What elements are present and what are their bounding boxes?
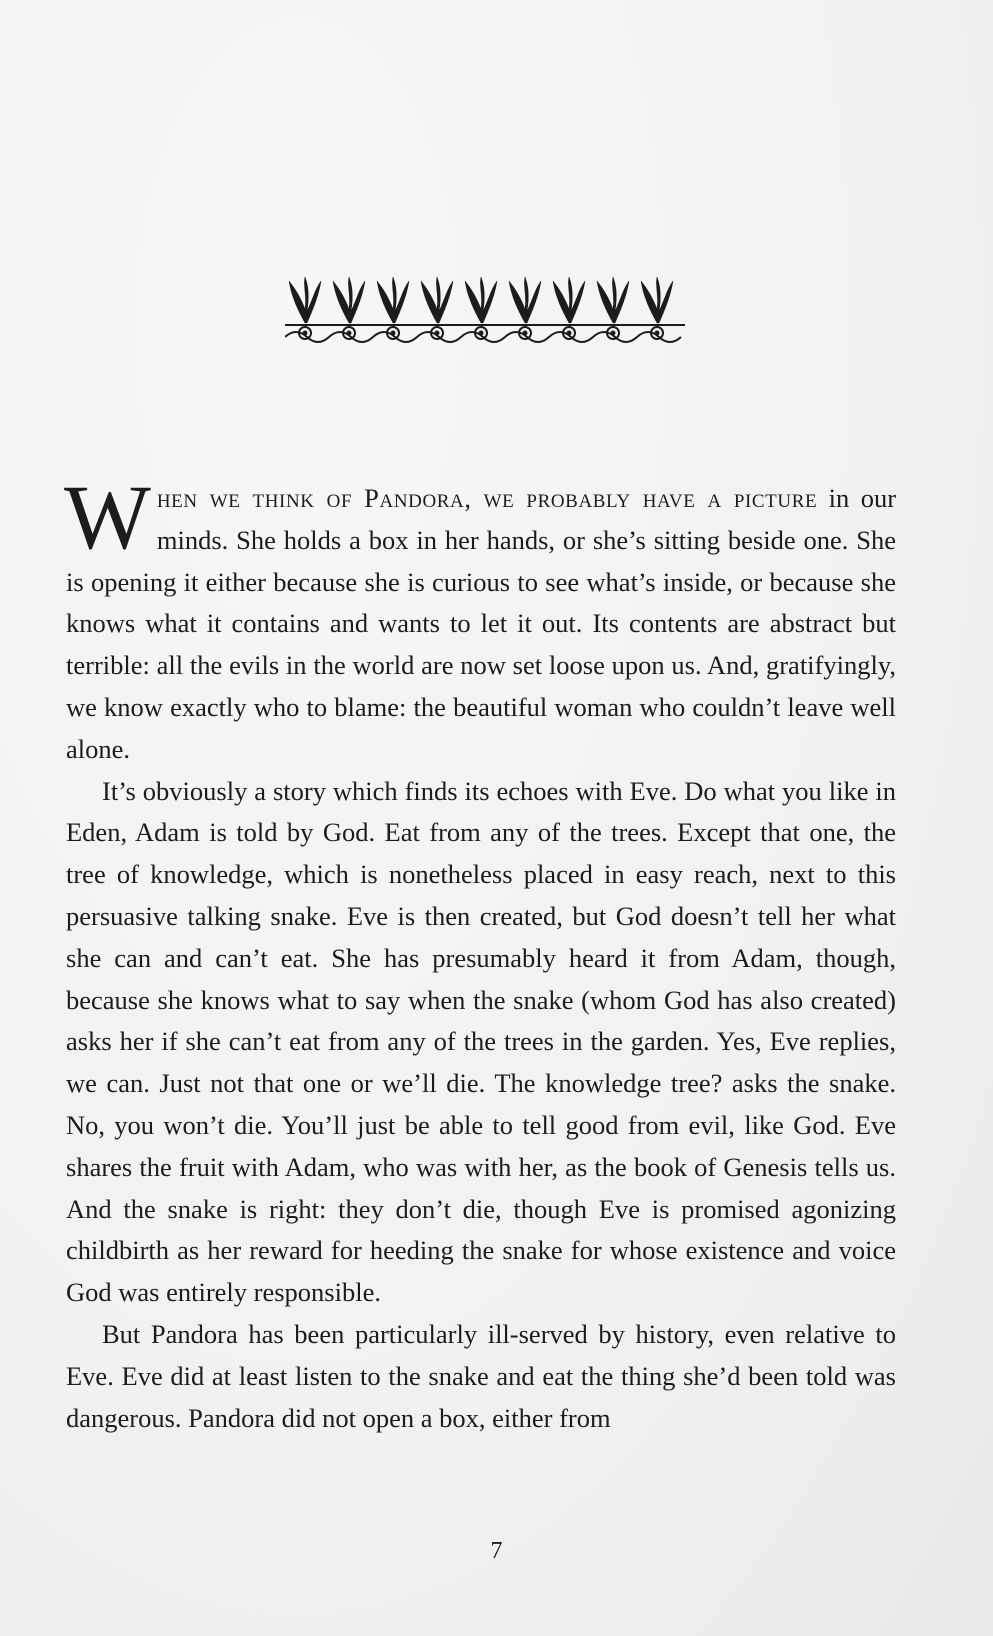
page-number: 7 bbox=[490, 1538, 503, 1564]
paragraph: It’s obviously a story which finds its echoes with Eve. Do what you like in Eden, Adam is told by God. Eat from any of the trees. Except that one, the tree of knowledge, which is nonetheless placed in easy reach, next to this persuasive talking snake. Eve is then created, but God doesn’t tell her what she can and can’t eat. She has presumably heard it from Adam, though, because she knows what to say when the snake (whom God has also created) asks her if she can’t eat from any of the trees in the garden. Yes, Eve replies, we can. Just not that one or we’ll die. The knowledge tree? asks the snake. No, you won’t die. You’ll just be able to tell good from evil, like God. Eve shares the fruit with Adam, who was with her, as the book of Genesis tells us. And the snake is right: they don’t die, though Eve is promised agonizing childbirth as her reward for heeding the snake for whose existence and voice God was entirely responsible. bbox=[66, 775, 896, 1308]
body-text bbox=[64, 466, 897, 1439]
opening-paragraph bbox=[64, 466, 897, 771]
opening-paragraph-text: in our minds. She holds a box in her hands, or she’s sitting beside one. She is opening it either because she is curious to see what’s inside, or because she knows what it contains and wants to let it out. Its contents are abstract but terrible: all the evils in the world are now set loose upon us. And, gratifyingly, we know exactly who to blame: the beautiful woman who couldn’t leave well alone. bbox=[66, 483, 897, 764]
small-caps-lead: hen we think of Pandora, we probably have a picture bbox=[156, 483, 818, 513]
palmette-frieze-icon bbox=[285, 275, 685, 345]
drop-cap: W bbox=[64, 466, 151, 568]
paragraph: But Pandora has been particularly ill-served by history, even relative to Eve. Eve did at least listen to the snake and eat the thing she’d been told was dangerous. Pandora did not open a box, either from bbox=[66, 1318, 896, 1433]
